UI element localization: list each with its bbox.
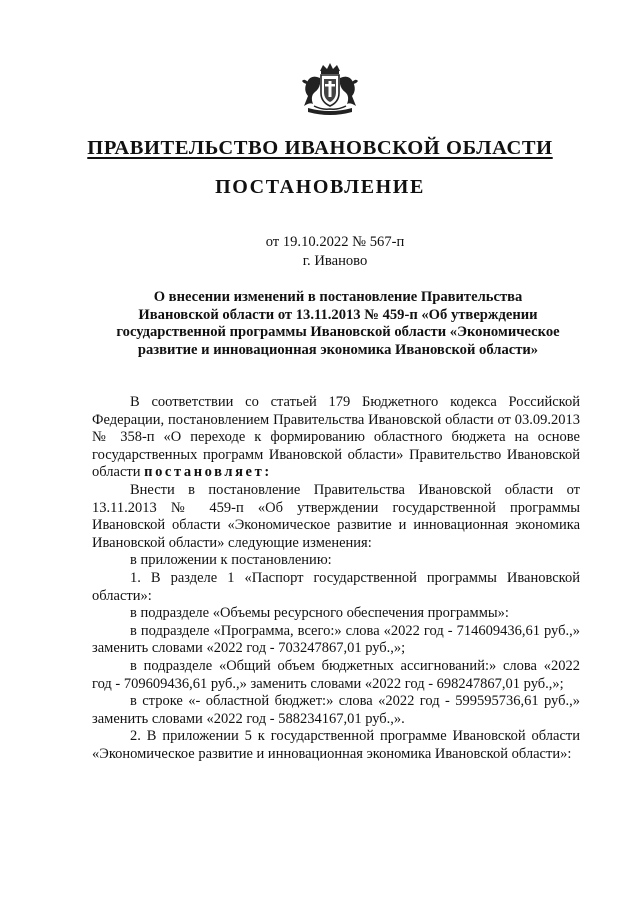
- document-meta: [0, 233, 640, 271]
- heading-line: О внесении изменений в постановление Правительства: [153, 289, 523, 305]
- paragraph: в подразделе «Объемы ресурсного обеспечения программы»:: [130, 605, 509, 622]
- paragraph: в строке «- областной бюджет:» слова «2022 год - 599595736,61 руб.,» заменить словами «2022 год - 588234167,01 руб.,».: [92, 693, 580, 727]
- paragraph: в подразделе «Общий объем бюджетных ассигнований:» слова «2022 год - 709609436,61 руб.,» заменить словами «2022 год - 698247867,01 руб.,»;: [92, 657, 580, 692]
- resolves-emphasis: постановляет:: [144, 464, 272, 481]
- paragraph: 1. В разделе 1 «Паспорт государственной программы Ивановской области»:: [92, 569, 580, 604]
- heading-line: Ивановской области от 13.11.2013 № 459-п «Об утверждении: [138, 306, 538, 323]
- document-body: [92, 394, 580, 763]
- government-title-text: ПРАВИТЕЛЬСТВО ИВАНОВСКОЙ ОБЛАСТИ: [87, 137, 553, 159]
- paragraph: в подразделе «Программа, всего:» слова «2022 год - 714609436,61 руб.,» заменить словами «2022 год - 703247867,01 руб.,»;: [92, 622, 580, 657]
- paragraph: в приложении к постановлению:: [130, 552, 332, 569]
- document-type: ПОСТАНОВЛЕНИЕ: [215, 176, 425, 198]
- ivanovo-region-coat-of-arms-icon: [294, 62, 366, 120]
- heading-line: государственной программы Ивановской области «Экономическое: [116, 324, 560, 341]
- paragraph-preamble: [92, 394, 580, 482]
- document-heading: [98, 289, 578, 359]
- city: г. Иваново: [302, 253, 368, 269]
- government-title: [0, 137, 640, 160]
- preamble-text: В соответствии со статьей 179 Бюджетного кодекса Российской Федерации, постановлением Правительства Ивановской области от 03.09.2013 № 358-п «О переходе к формированию областного бюджета на основе государственных программ Ивановской области» Правительство Ивановской области: [92, 394, 580, 481]
- heading-line: развитие и инновационная экономика Ивановской области»: [137, 341, 539, 358]
- date-number: от 19.10.2022 № 567-п: [265, 234, 405, 250]
- paragraph: Внести в постановление Правительства Ивановской области от 13.11.2013 № 459-п «Об утверждении государственной программы Ивановской области «Экономическое развитие и инновационная экономика Ивановской области» следующие изменения:: [92, 481, 580, 551]
- paragraph: 2. В приложении 5 к государственной программе Ивановской области «Экономическое развитие и инновационная экономика Ивановской области»:: [92, 728, 580, 762]
